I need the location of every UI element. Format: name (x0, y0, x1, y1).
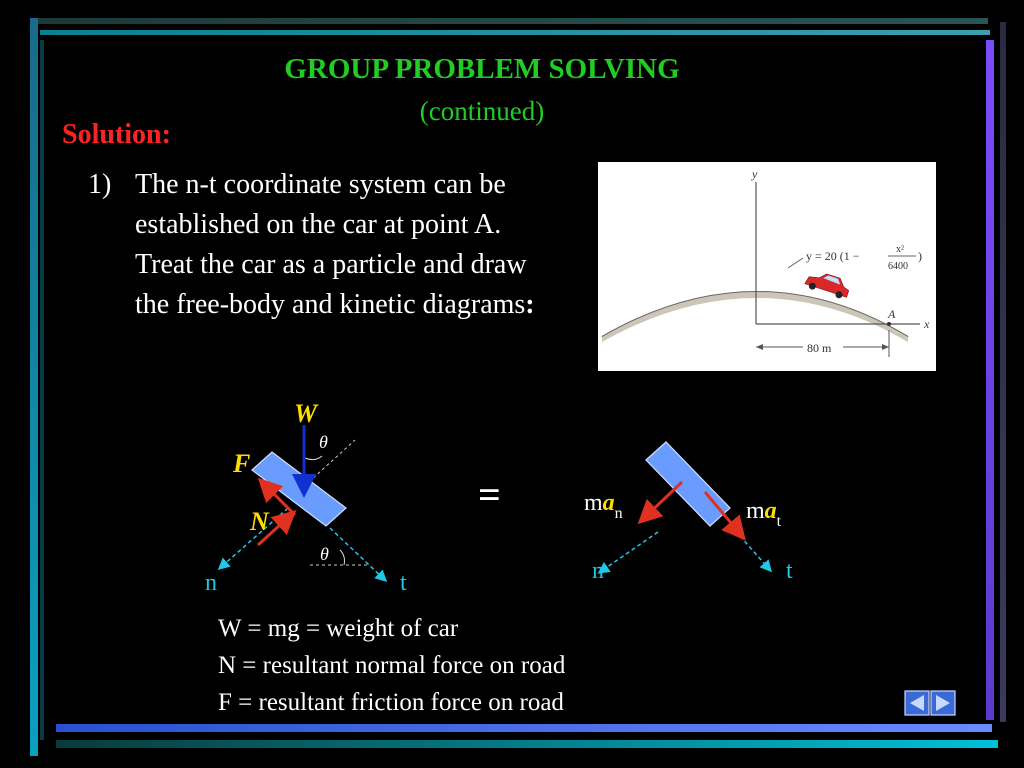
nav-buttons-svg (904, 690, 956, 716)
kd-man-label (584, 490, 623, 522)
equation-right: ) (918, 249, 922, 263)
dimension-label: 80 m (807, 341, 832, 355)
x-axis-label: x (924, 317, 930, 331)
frame-top-bar (30, 18, 988, 24)
prev-slide-button[interactable] (905, 691, 929, 715)
kd-mat-m: m (746, 498, 765, 524)
slide-title: GROUP PROBLEM SOLVING (284, 53, 680, 85)
step-text (135, 165, 565, 325)
point-a-label: A (888, 307, 896, 321)
theta-top-label: θ (319, 432, 328, 452)
legend-normal: N = resultant normal force on road (218, 652, 566, 679)
frame-bottom-bar (56, 724, 992, 732)
theta-bottom-label: θ (320, 544, 329, 564)
step-number: 1) (88, 169, 112, 200)
equation-denominator: 6400 (888, 261, 908, 272)
step-text-main: The n-t coordinate system can be established on the car at point A. Treat the car as a particle and draw the free-body and kinetic diagrams (135, 169, 527, 320)
dimension-arrow-right (882, 344, 889, 350)
friction-label: F (233, 449, 251, 478)
point-a-dot (887, 322, 891, 326)
fbd-t-label: t (400, 570, 407, 596)
next-slide-button[interactable] (931, 691, 955, 715)
frame-left-bar (30, 18, 38, 756)
normal-force-label: N (250, 507, 269, 536)
y-axis-label: y (752, 167, 758, 181)
frame-top-bar-inner (40, 30, 990, 35)
diagrams-svg (180, 390, 820, 610)
legend-friction: F = resultant friction force on road (218, 689, 564, 716)
kd-man-m: m (584, 490, 603, 516)
fbd-t-axis (330, 528, 385, 580)
solution-label: Solution: (62, 119, 171, 150)
road-figure (598, 162, 936, 371)
car-icon (804, 268, 852, 300)
equation-numerator: x² (896, 244, 904, 255)
frame-left-bar-inner (40, 40, 44, 740)
frame-bottom-bar-inner (56, 740, 998, 748)
nav-buttons (904, 690, 956, 716)
kd-mat-a: a (764, 498, 777, 524)
kd-t-axis (740, 536, 770, 570)
fbd-angle-arc-bottom (340, 550, 345, 565)
frame-right-bar-outer (1000, 22, 1006, 722)
equals-sign: = (478, 472, 501, 517)
dimension-arrow-left (756, 344, 763, 350)
step-text-colon: : (525, 289, 535, 320)
slide-subtitle: (continued) (419, 96, 545, 126)
fbd-n-label: n (205, 570, 217, 596)
kd-man-sub: n (614, 505, 623, 522)
weight-label: W (294, 399, 318, 428)
kd-t-label: t (786, 558, 793, 584)
road-figure-svg (598, 162, 936, 371)
kd-an-arrow (642, 482, 682, 520)
equation-leader (788, 258, 803, 268)
fbd-angle-arc-top (305, 456, 322, 460)
equation-left: y = 20 (1 − (806, 249, 860, 263)
kd-mat-sub: t (776, 513, 782, 530)
legend-weight: W = mg = weight of car (218, 615, 459, 642)
kd-mat-label (746, 498, 782, 530)
kd-n-label: n (592, 558, 604, 584)
frame-right-bar (986, 40, 994, 720)
kd-n-axis (600, 532, 658, 572)
kd-man-a: a (602, 490, 615, 516)
road-surface (602, 292, 908, 342)
kd-block (646, 442, 730, 526)
